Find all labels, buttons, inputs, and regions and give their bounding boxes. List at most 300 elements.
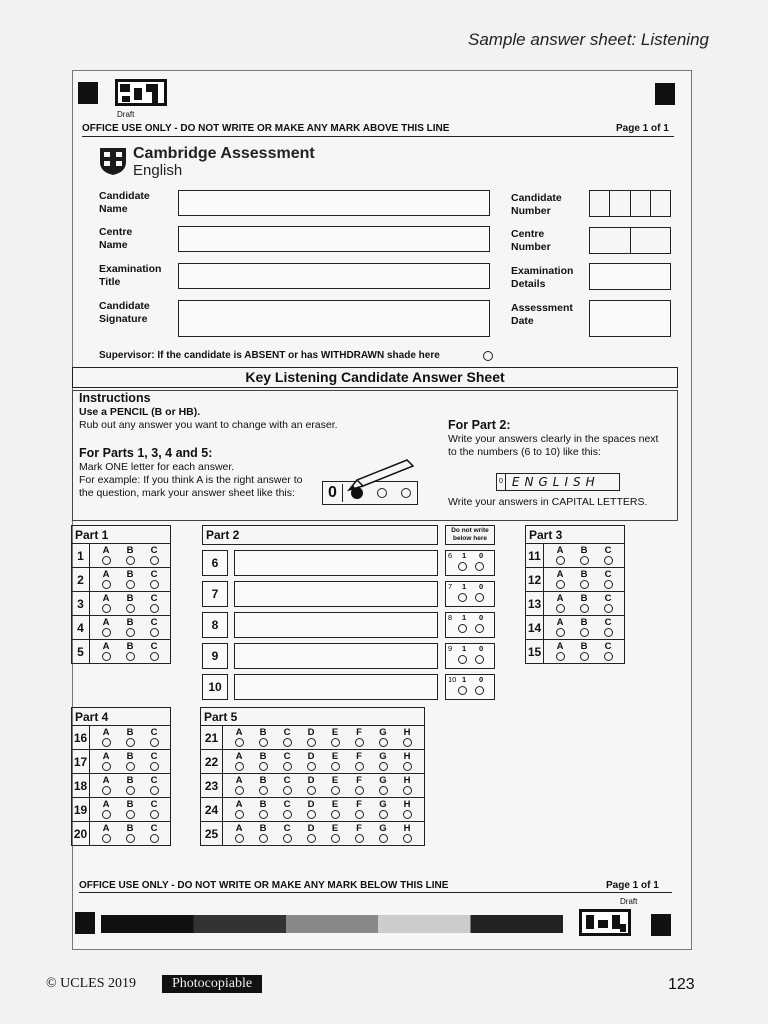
answer-bubble[interactable] xyxy=(259,786,268,795)
option-letter: A xyxy=(235,799,243,810)
answer-bubble[interactable] xyxy=(403,786,412,795)
answer-bubble[interactable] xyxy=(355,834,364,843)
question-row xyxy=(201,798,425,822)
centre-number-field[interactable] xyxy=(589,227,671,254)
answer-option-c[interactable] xyxy=(596,570,620,589)
answer-bubble[interactable] xyxy=(235,762,244,771)
answer-options xyxy=(223,750,425,774)
answer-option-b[interactable] xyxy=(118,570,142,589)
answer-option-e[interactable] xyxy=(323,752,347,771)
answer-option-a[interactable] xyxy=(548,594,572,613)
answer-options xyxy=(90,750,171,774)
answer-option-b[interactable] xyxy=(251,752,275,771)
option-letter: D xyxy=(307,823,315,834)
answer-option-h[interactable] xyxy=(395,752,419,771)
answer-bubble[interactable] xyxy=(379,762,388,771)
answer-bubble[interactable] xyxy=(102,604,111,613)
answer-option-a[interactable] xyxy=(94,642,118,661)
question-row xyxy=(72,774,171,798)
answer-bubble[interactable] xyxy=(150,604,159,613)
option-letter: D xyxy=(307,799,315,810)
answer-option-g[interactable] xyxy=(371,752,395,771)
answer-option-b[interactable] xyxy=(118,824,142,843)
answer-bubble[interactable] xyxy=(307,786,316,795)
supervisor-note: Supervisor: If the candidate is ABSENT or has WITHDRAWN shade here xyxy=(99,350,440,361)
answer-bubble[interactable] xyxy=(102,628,111,637)
answer-bubble[interactable] xyxy=(235,738,244,747)
answer-option-b[interactable] xyxy=(251,728,275,747)
answer-bubble[interactable] xyxy=(235,834,244,843)
answer-option-c[interactable] xyxy=(142,752,166,771)
instruction-heading: For Parts 1, 3, 4 and 5: xyxy=(79,446,213,460)
answer-option-a[interactable] xyxy=(227,752,251,771)
answer-bubble[interactable] xyxy=(331,738,340,747)
answer-option-a[interactable] xyxy=(94,618,118,637)
answer-input[interactable] xyxy=(234,643,438,669)
answer-bubble[interactable] xyxy=(556,628,565,637)
answer-option-e[interactable] xyxy=(323,800,347,819)
answer-bubble[interactable] xyxy=(331,834,340,843)
answer-option-a[interactable] xyxy=(94,546,118,565)
answer-bubble[interactable] xyxy=(355,762,364,771)
marker-bubble xyxy=(475,655,484,664)
answer-option-c[interactable] xyxy=(142,824,166,843)
answer-option-c[interactable] xyxy=(142,728,166,747)
instruction-text: Use a PENCIL (B or HB). xyxy=(79,406,201,418)
option-letter: E xyxy=(331,727,339,738)
question-row xyxy=(526,640,625,664)
answer-option-a[interactable] xyxy=(94,594,118,613)
answer-option-b[interactable] xyxy=(251,800,275,819)
marker-bubble xyxy=(475,686,484,695)
answer-options xyxy=(90,568,171,592)
question-number: 21 xyxy=(201,726,223,750)
answer-option-c[interactable] xyxy=(142,776,166,795)
marker-box xyxy=(445,612,495,638)
answer-bubble[interactable] xyxy=(102,652,111,661)
answer-bubble[interactable] xyxy=(556,556,565,565)
answer-bubble[interactable] xyxy=(126,556,135,565)
answer-bubble[interactable] xyxy=(126,786,135,795)
answer-bubble[interactable] xyxy=(126,628,135,637)
question-number: 7 xyxy=(202,581,228,607)
answer-bubble[interactable] xyxy=(283,738,292,747)
marker-score: 0 xyxy=(479,582,484,591)
answer-bubble[interactable] xyxy=(379,810,388,819)
answer-option-a[interactable] xyxy=(227,800,251,819)
answer-option-b[interactable] xyxy=(251,776,275,795)
answer-option-b[interactable] xyxy=(118,546,142,565)
option-letter: G xyxy=(379,775,387,786)
pencil-icon xyxy=(345,458,415,494)
answer-option-c[interactable] xyxy=(142,618,166,637)
option-letter: A xyxy=(102,775,110,786)
option-letter: A xyxy=(102,799,110,810)
part5-title: Part 5 xyxy=(201,708,425,726)
marker-score: 1 xyxy=(462,644,467,653)
answer-bubble[interactable] xyxy=(604,628,613,637)
option-letter: B xyxy=(126,751,134,762)
office-use-top: OFFICE USE ONLY - DO NOT WRITE OR MAKE ANY MARK ABOVE THIS LINE xyxy=(82,123,450,134)
answer-options xyxy=(544,592,625,616)
answer-option-b[interactable] xyxy=(118,728,142,747)
option-letter: C xyxy=(604,593,612,604)
answer-option-b[interactable] xyxy=(118,800,142,819)
marker-bubble xyxy=(458,686,467,695)
answer-option-a[interactable] xyxy=(94,800,118,819)
answer-option-h[interactable] xyxy=(395,728,419,747)
answer-bubble[interactable] xyxy=(150,786,159,795)
answer-bubble[interactable] xyxy=(403,810,412,819)
answer-bubble[interactable] xyxy=(355,810,364,819)
answer-bubble[interactable] xyxy=(331,762,340,771)
answer-bubble[interactable] xyxy=(556,604,565,613)
answer-bubble[interactable] xyxy=(580,556,589,565)
answer-bubble[interactable] xyxy=(355,786,364,795)
question-number: 9 xyxy=(202,643,228,669)
answer-option-f[interactable] xyxy=(347,728,371,747)
answer-bubble[interactable] xyxy=(379,786,388,795)
answer-option-d[interactable] xyxy=(299,776,323,795)
answer-input[interactable] xyxy=(234,674,438,700)
part1-title: Part 1 xyxy=(72,526,171,544)
answer-option-h[interactable] xyxy=(395,824,419,843)
option-letter: B xyxy=(259,751,267,762)
answer-option-a[interactable] xyxy=(227,776,251,795)
answer-option-b[interactable] xyxy=(251,824,275,843)
question-row xyxy=(72,726,171,750)
answer-option-b[interactable] xyxy=(572,570,596,589)
answer-bubble[interactable] xyxy=(150,628,159,637)
answer-bubble[interactable] xyxy=(307,738,316,747)
answer-bubble[interactable] xyxy=(126,762,135,771)
answer-bubble[interactable] xyxy=(150,580,159,589)
answer-bubble[interactable] xyxy=(102,786,111,795)
option-letter: A xyxy=(102,593,110,604)
answer-input[interactable] xyxy=(234,612,438,638)
option-letter: A xyxy=(235,775,243,786)
answer-option-c[interactable] xyxy=(275,824,299,843)
answer-bubble[interactable] xyxy=(150,834,159,843)
answer-option-d[interactable] xyxy=(299,800,323,819)
answer-options xyxy=(544,640,625,664)
answer-option-c[interactable] xyxy=(596,546,620,565)
examination-details-field[interactable] xyxy=(589,263,671,290)
answer-option-a[interactable] xyxy=(94,728,118,747)
question-row xyxy=(72,640,171,664)
option-letter: B xyxy=(259,799,267,810)
answer-bubble[interactable] xyxy=(150,738,159,747)
answer-option-b[interactable] xyxy=(572,642,596,661)
examination-title-field[interactable] xyxy=(178,263,490,289)
answer-option-c[interactable] xyxy=(142,570,166,589)
instruction-text: Mark ONE letter for each answer. xyxy=(79,461,235,473)
answer-option-a[interactable] xyxy=(227,824,251,843)
photocopiable-badge: Photocopiable xyxy=(162,975,262,993)
answer-option-c[interactable] xyxy=(275,752,299,771)
option-letter: G xyxy=(379,751,387,762)
answer-bubble[interactable] xyxy=(556,652,565,661)
answer-option-f[interactable] xyxy=(347,824,371,843)
answer-option-a[interactable] xyxy=(94,824,118,843)
part4-title: Part 4 xyxy=(72,708,171,726)
answer-bubble[interactable] xyxy=(150,556,159,565)
answer-bubble[interactable] xyxy=(604,652,613,661)
question-number: 5 xyxy=(72,640,90,664)
answer-option-a[interactable] xyxy=(227,728,251,747)
answer-bubble[interactable] xyxy=(580,604,589,613)
answer-option-g[interactable] xyxy=(371,824,395,843)
answer-option-b[interactable] xyxy=(572,618,596,637)
answer-option-g[interactable] xyxy=(371,800,395,819)
question-number: 15 xyxy=(526,640,544,664)
answer-bubble[interactable] xyxy=(259,810,268,819)
answer-option-g[interactable] xyxy=(371,728,395,747)
answer-option-a[interactable] xyxy=(94,570,118,589)
answer-option-c[interactable] xyxy=(275,776,299,795)
answer-bubble[interactable] xyxy=(150,652,159,661)
marker-bubble xyxy=(475,562,484,571)
answer-bubble[interactable] xyxy=(283,834,292,843)
question-number: 16 xyxy=(72,726,90,750)
part2-row xyxy=(202,550,438,576)
answer-bubble[interactable] xyxy=(259,738,268,747)
question-row xyxy=(72,750,171,774)
marker-bubble xyxy=(458,624,467,633)
instruction-heading: For Part 2: xyxy=(448,418,511,432)
answer-bubble[interactable] xyxy=(126,604,135,613)
option-letter: B xyxy=(126,617,134,628)
answer-bubble[interactable] xyxy=(259,834,268,843)
answer-option-b[interactable] xyxy=(118,594,142,613)
answer-bubble[interactable] xyxy=(235,786,244,795)
answer-option-a[interactable] xyxy=(548,618,572,637)
answer-options xyxy=(90,726,171,750)
answer-bubble[interactable] xyxy=(403,762,412,771)
option-letter: A xyxy=(556,545,564,556)
question-row xyxy=(526,544,625,568)
option-letter: A xyxy=(102,545,110,556)
question-row xyxy=(526,592,625,616)
answer-option-d[interactable] xyxy=(299,752,323,771)
option-letter: C xyxy=(283,775,291,786)
answer-bubble[interactable] xyxy=(379,834,388,843)
question-row xyxy=(201,774,425,798)
question-number: 19 xyxy=(72,798,90,822)
centre-name-field[interactable] xyxy=(178,226,490,252)
field-label: Candidate Signature xyxy=(99,300,150,325)
option-letter: B xyxy=(126,775,134,786)
answer-bubble[interactable] xyxy=(355,738,364,747)
answer-options xyxy=(223,774,425,798)
registration-mark xyxy=(651,914,671,936)
marker-bubble xyxy=(458,593,467,602)
answer-bubble[interactable] xyxy=(102,556,111,565)
option-letter: C xyxy=(150,751,158,762)
part1-table xyxy=(71,525,171,664)
barcode-image xyxy=(115,79,167,106)
question-number: 8 xyxy=(202,612,228,638)
answer-option-c[interactable] xyxy=(142,642,166,661)
answer-bubble[interactable] xyxy=(580,652,589,661)
candidate-signature-field[interactable] xyxy=(178,300,490,337)
answer-bubble[interactable] xyxy=(307,810,316,819)
answer-option-e[interactable] xyxy=(323,728,347,747)
answer-bubble[interactable] xyxy=(604,580,613,589)
marker-score: 1 xyxy=(462,613,467,622)
answer-bubble[interactable] xyxy=(283,762,292,771)
answer-option-b[interactable] xyxy=(118,642,142,661)
answer-input[interactable] xyxy=(234,581,438,607)
question-number: 18 xyxy=(72,774,90,798)
answer-bubble[interactable] xyxy=(150,762,159,771)
answer-option-b[interactable] xyxy=(572,594,596,613)
answer-option-a[interactable] xyxy=(94,752,118,771)
option-letter: E xyxy=(331,751,339,762)
question-row xyxy=(72,568,171,592)
part2-row xyxy=(202,674,438,700)
answer-bubble[interactable] xyxy=(259,762,268,771)
question-number: 3 xyxy=(72,592,90,616)
answer-bubble[interactable] xyxy=(403,834,412,843)
answer-options xyxy=(223,798,425,822)
option-letter: C xyxy=(150,775,158,786)
instruction-text: to the numbers (6 to 10) like this: xyxy=(448,446,601,458)
answer-bubble[interactable] xyxy=(283,810,292,819)
answer-input[interactable] xyxy=(234,550,438,576)
option-letter: F xyxy=(356,823,362,834)
answer-option-a[interactable] xyxy=(94,776,118,795)
question-number: 2 xyxy=(72,568,90,592)
assessment-date-field[interactable] xyxy=(589,300,671,337)
answer-option-b[interactable] xyxy=(118,776,142,795)
option-letter: A xyxy=(102,617,110,628)
answer-option-c[interactable] xyxy=(142,546,166,565)
answer-bubble[interactable] xyxy=(126,834,135,843)
option-letter: A xyxy=(102,641,110,652)
answer-option-c[interactable] xyxy=(596,594,620,613)
option-letter: C xyxy=(283,727,291,738)
answer-bubble[interactable] xyxy=(556,580,565,589)
answer-option-f[interactable] xyxy=(347,752,371,771)
question-number: 1 xyxy=(72,544,90,568)
option-letter: A xyxy=(556,617,564,628)
answer-bubble[interactable] xyxy=(283,786,292,795)
answer-option-c[interactable] xyxy=(275,800,299,819)
answer-option-b[interactable] xyxy=(118,752,142,771)
question-number: 23 xyxy=(201,774,223,798)
answer-options xyxy=(544,616,625,640)
marker-box xyxy=(445,674,495,700)
option-letter: G xyxy=(379,823,387,834)
option-letter: H xyxy=(403,799,411,810)
option-letter: F xyxy=(356,775,362,786)
part3-title: Part 3 xyxy=(526,526,625,544)
field-label: Candidate Number xyxy=(511,192,562,217)
option-letter: C xyxy=(604,545,612,556)
answer-option-a[interactable] xyxy=(548,570,572,589)
marker-bubble xyxy=(475,624,484,633)
answer-option-e[interactable] xyxy=(323,824,347,843)
answer-bubble[interactable] xyxy=(331,810,340,819)
answer-bubble[interactable] xyxy=(403,738,412,747)
marker-score: 0 xyxy=(479,551,484,560)
answer-bubble[interactable] xyxy=(102,580,111,589)
option-letter: C xyxy=(150,727,158,738)
option-letter: C xyxy=(604,569,612,580)
answer-bubble[interactable] xyxy=(126,652,135,661)
answer-bubble[interactable] xyxy=(102,834,111,843)
answer-bubble[interactable] xyxy=(604,604,613,613)
answer-option-b[interactable] xyxy=(118,618,142,637)
marker-number: 6 xyxy=(448,551,453,560)
option-letter: B xyxy=(259,823,267,834)
answer-option-e[interactable] xyxy=(323,776,347,795)
marker-bubble xyxy=(458,562,467,571)
answer-bubble[interactable] xyxy=(307,762,316,771)
answer-option-a[interactable] xyxy=(548,546,572,565)
option-letter: C xyxy=(283,751,291,762)
answer-option-c[interactable] xyxy=(596,618,620,637)
absent-bubble[interactable] xyxy=(483,351,493,361)
answer-bubble[interactable] xyxy=(126,738,135,747)
answer-bubble[interactable] xyxy=(604,556,613,565)
answer-option-b[interactable] xyxy=(572,546,596,565)
answer-option-d[interactable] xyxy=(299,728,323,747)
answer-bubble[interactable] xyxy=(102,738,111,747)
answer-option-c[interactable] xyxy=(142,800,166,819)
answer-option-h[interactable] xyxy=(395,800,419,819)
answer-bubble[interactable] xyxy=(580,628,589,637)
question-number: 10 xyxy=(202,674,228,700)
answer-option-f[interactable] xyxy=(347,800,371,819)
logo-text: Cambridge Assessment xyxy=(133,145,315,162)
answer-option-h[interactable] xyxy=(395,776,419,795)
option-letter: F xyxy=(356,799,362,810)
option-letter: H xyxy=(403,751,411,762)
page-number: 123 xyxy=(668,976,695,993)
field-label: Candidate Name xyxy=(99,190,150,215)
candidate-number-field[interactable] xyxy=(589,190,671,217)
option-letter: F xyxy=(356,727,362,738)
answer-bubble[interactable] xyxy=(126,580,135,589)
registration-mark xyxy=(655,83,675,105)
answer-bubble[interactable] xyxy=(379,738,388,747)
answer-options xyxy=(90,822,171,846)
answer-bubble[interactable] xyxy=(102,762,111,771)
question-row xyxy=(526,568,625,592)
answer-bubble[interactable] xyxy=(580,580,589,589)
answer-bubble[interactable] xyxy=(307,834,316,843)
option-letter: C xyxy=(150,569,158,580)
option-letter: B xyxy=(580,641,588,652)
answer-option-d[interactable] xyxy=(299,824,323,843)
answer-option-c[interactable] xyxy=(275,728,299,747)
answer-option-c[interactable] xyxy=(142,594,166,613)
answer-bubble[interactable] xyxy=(235,810,244,819)
answer-bubble[interactable] xyxy=(331,786,340,795)
answer-bubble[interactable] xyxy=(126,810,135,819)
answer-option-c[interactable] xyxy=(596,642,620,661)
answer-option-a[interactable] xyxy=(548,642,572,661)
question-number: 11 xyxy=(526,544,544,568)
candidate-name-field[interactable] xyxy=(178,190,490,216)
answer-bubble[interactable] xyxy=(102,810,111,819)
answer-option-g[interactable] xyxy=(371,776,395,795)
answer-options xyxy=(90,544,171,568)
answer-bubble[interactable] xyxy=(150,810,159,819)
answer-option-f[interactable] xyxy=(347,776,371,795)
